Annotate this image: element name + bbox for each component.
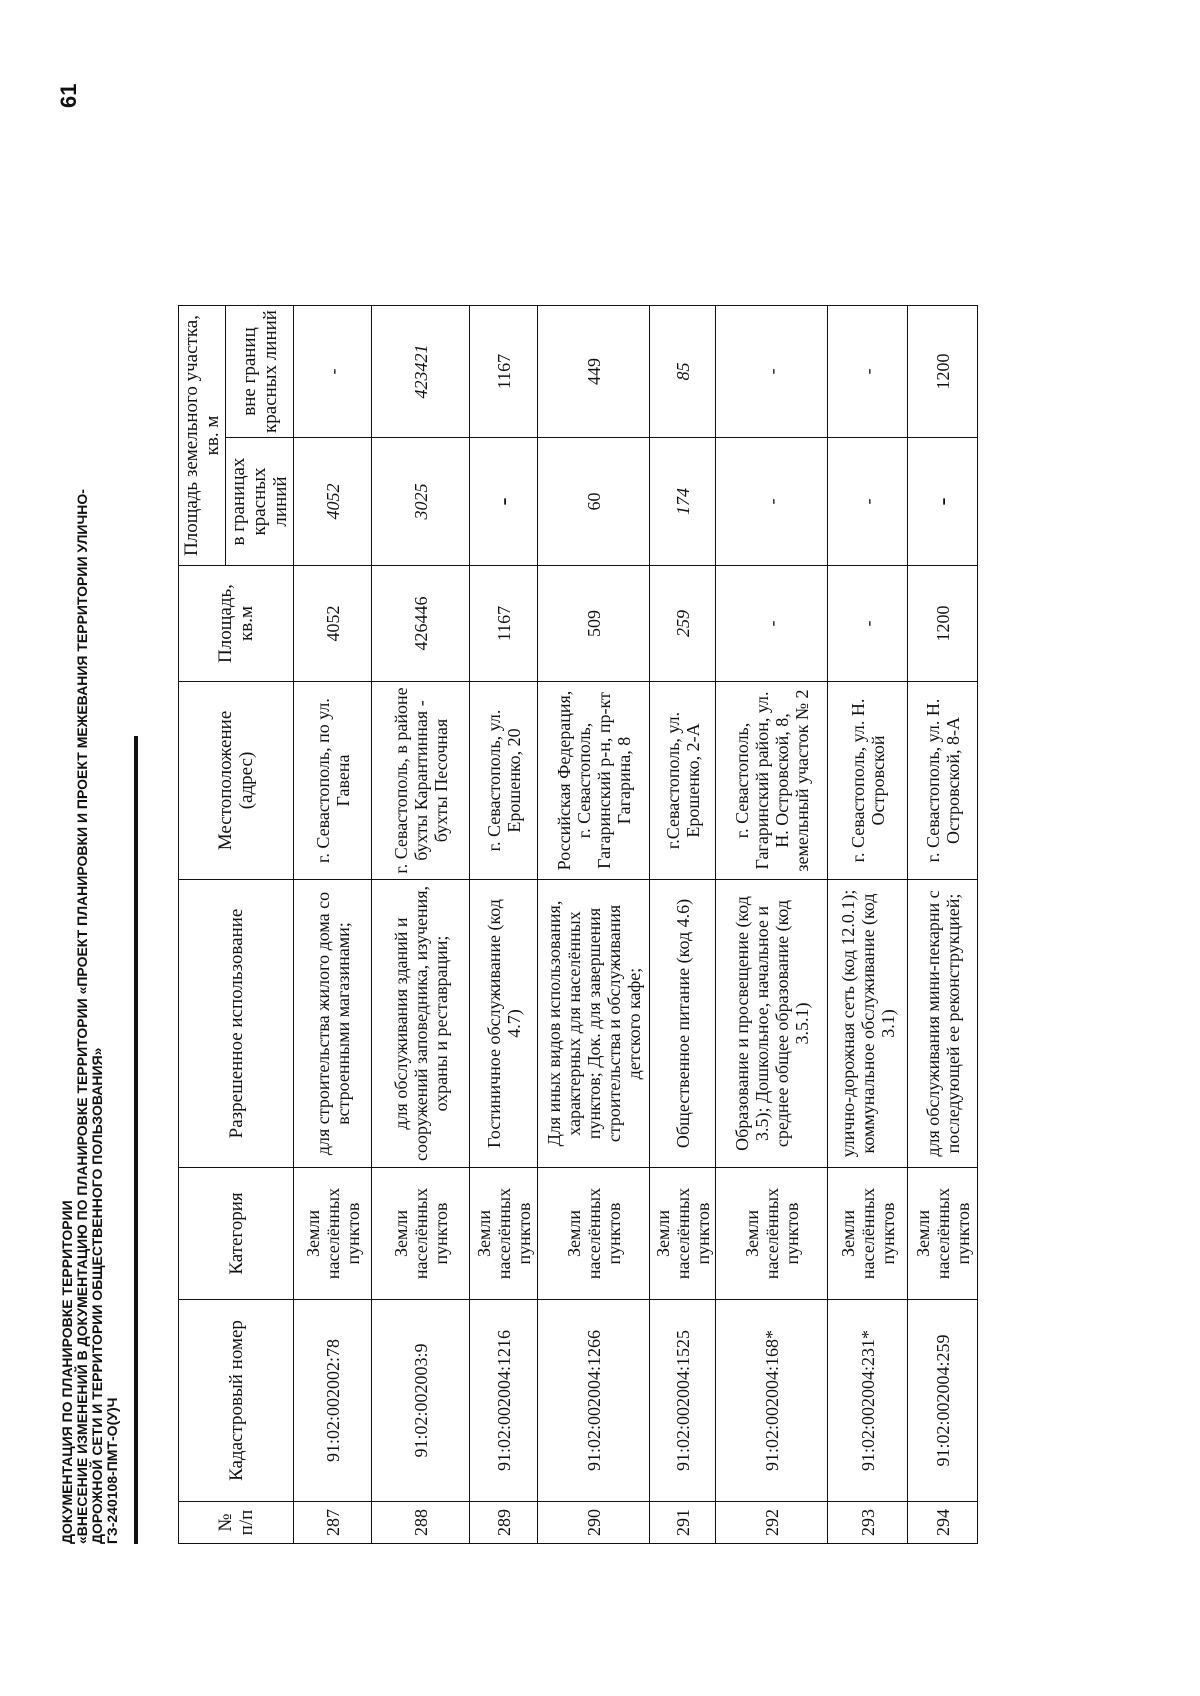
cell-area: 1167 xyxy=(470,566,538,682)
cell-usage: улично-дорожная сеть (код 12.0.1); коммунальное обслуживание (код 3.1) xyxy=(828,880,908,1168)
header-location: Местоположение (адрес) xyxy=(179,682,294,880)
cell-usage: для обслуживания мини-пекарни с последующей ее реконструкцией; xyxy=(908,880,978,1168)
cell-cadastral: 91:02:002003:9 xyxy=(372,1300,470,1502)
table-row xyxy=(716,306,828,1544)
cell-num: 290 xyxy=(538,1502,650,1544)
header-cadastral: Кадастровый номер xyxy=(179,1300,294,1502)
cell-num: 289 xyxy=(470,1502,538,1544)
cell-category: Земли населённых пунктов xyxy=(372,1168,470,1300)
cell-usage: для обслуживания зданий и сооружений заповедника, изучения, охраны и реставрации; xyxy=(372,880,470,1168)
header-category: Категория xyxy=(179,1168,294,1300)
cell-outside: - xyxy=(716,306,828,438)
cell-usage: для строительства жилого дома со встроенными магазинами; xyxy=(294,880,372,1168)
cell-usage: Образование и просвещение (код 3.5); Дошкольное, начальное и среднее общее образование (код 3.5.1) xyxy=(716,880,828,1168)
cell-cadastral: 91:02:002002:78 xyxy=(294,1300,372,1502)
cell-inside: 3025 xyxy=(372,438,470,566)
header-outside: вне границ красных линий xyxy=(226,306,294,438)
cell-num: 291 xyxy=(650,1502,716,1544)
cell-category: Земли населённых пунктов xyxy=(538,1168,650,1300)
cell-location: г. Севастополь, ул. Н. Островской, 8-А xyxy=(908,682,978,880)
cell-usage: Общественное питание (код 4.6) xyxy=(650,880,716,1168)
cell-area: 509 xyxy=(538,566,650,682)
cell-cadastral: 91:02:002004:168* xyxy=(716,1300,828,1502)
cell-num: 294 xyxy=(908,1502,978,1544)
cell-inside: - xyxy=(828,438,908,566)
document-header xyxy=(60,444,120,1544)
cell-category: Земли населённых пунктов xyxy=(294,1168,372,1300)
cell-inside: - xyxy=(716,438,828,566)
table-row xyxy=(538,306,650,1544)
page-number: 61 xyxy=(56,83,81,108)
cell-area: - xyxy=(828,566,908,682)
cell-outside: 449 xyxy=(538,306,650,438)
table-row xyxy=(372,306,470,1544)
cell-outside: 1200 xyxy=(908,306,978,438)
cell-inside: 60 xyxy=(538,438,650,566)
cell-inside: - xyxy=(908,438,978,566)
cell-area: 1200 xyxy=(908,566,978,682)
cell-outside: 1167 xyxy=(470,306,538,438)
cell-num: 293 xyxy=(828,1502,908,1544)
cell-location: г. Севастополь, ул. Ерошенко, 20 xyxy=(470,682,538,880)
table-row xyxy=(908,306,978,1544)
cell-location: г. Севастополь, в районе бухты Карантинная - бухты Песочная xyxy=(372,682,470,880)
cell-num: 288 xyxy=(372,1502,470,1544)
cell-area: 426446 xyxy=(372,566,470,682)
cell-category: Земли населённых пунктов xyxy=(650,1168,716,1300)
cell-area: 259 xyxy=(650,566,716,682)
cell-outside: - xyxy=(828,306,908,438)
header-inside: в границах красных линий xyxy=(226,438,294,566)
header-num: № п/п xyxy=(179,1502,294,1544)
cell-location: г. Севастополь, ул. Н. Островской xyxy=(828,682,908,880)
cell-cadastral: 91:02:002004:1266 xyxy=(538,1300,650,1502)
cell-area: 4052 xyxy=(294,566,372,682)
cell-outside: 423421 xyxy=(372,306,470,438)
cell-cadastral: 91:02:002004:259 xyxy=(908,1300,978,1502)
cell-location: г. Севастополь, по ул. Гавена xyxy=(294,682,372,880)
table-row xyxy=(294,306,372,1544)
cell-cadastral: 91:02:002004:231* xyxy=(828,1300,908,1502)
cell-category: Земли населённых пунктов xyxy=(716,1168,828,1300)
cell-category: Земли населённых пунктов xyxy=(828,1168,908,1300)
cell-area: - xyxy=(716,566,828,682)
cell-category: Земли населённых пунктов xyxy=(908,1168,978,1300)
header-divider xyxy=(134,736,138,1544)
header-line: «ВНЕСЕНИЕ ИЗМЕНЕНИЙ В ДОКУМЕНТАЦИЮ ПО ПЛАНИРОВКЕ ТЕРРИТОРИИ «ПРОЕКТ ПЛАНИРОВКИ И ПРОЕКТ МЕЖЕВАНИЯ ТЕРРИТОРИИ УЛИЧНО- xyxy=(74,489,90,1544)
cell-inside: 174 xyxy=(650,438,716,566)
cell-inside: - xyxy=(470,438,538,566)
cell-location: Российская Федерация, г. Севастополь, Гагаринский р-н, пр-кт Гагарина, 8 xyxy=(538,682,650,880)
cell-cadastral: 91:02:002004:1216 xyxy=(470,1300,538,1502)
land-plots-table xyxy=(178,305,978,1544)
header-line: ДОРОЖНОЙ СЕТИ И ТЕРРИТОРИИ ОБЩЕСТВЕННОГО ПОЛЬЗОВАНИЯ» xyxy=(89,1047,105,1544)
header-area: Площадь, кв.м xyxy=(179,566,294,682)
cell-num: 287 xyxy=(294,1502,372,1544)
cell-usage: Гостиничное обслуживание (код 4.7) xyxy=(470,880,538,1168)
cell-location: г.Севастополь, ул. Ерошенко, 2-А xyxy=(650,682,716,880)
cell-num: 292 xyxy=(716,1502,828,1544)
cell-inside: 4052 xyxy=(294,438,372,566)
table-row xyxy=(470,306,538,1544)
cell-location: г. Севастополь, Гагаринский район, ул. Н. Островской, 8, земельный участок № 2 xyxy=(716,682,828,880)
header-line: ГЗ-240108-ПМТ-О(У)Ч xyxy=(104,1397,120,1544)
header-plot-area: Площадь земельного участка, кв. м xyxy=(179,306,226,566)
header-line: ДОКУМЕНТАЦИЯ ПО ПЛАНИРОВКЕ ТЕРРИТОРИИ xyxy=(59,1200,75,1544)
table-row xyxy=(828,306,908,1544)
table-row xyxy=(650,306,716,1544)
cell-usage: Для иных видов использования, характерных для населённых пунктов; Док. для завершения строительства и обслуживания детского кафе; xyxy=(538,880,650,1168)
cell-cadastral: 91:02:002004:1525 xyxy=(650,1300,716,1502)
cell-outside: - xyxy=(294,306,372,438)
cell-outside: 85 xyxy=(650,306,716,438)
header-usage: Разрешенное использование xyxy=(179,880,294,1168)
cell-category: Земли населённых пунктов xyxy=(470,1168,538,1300)
